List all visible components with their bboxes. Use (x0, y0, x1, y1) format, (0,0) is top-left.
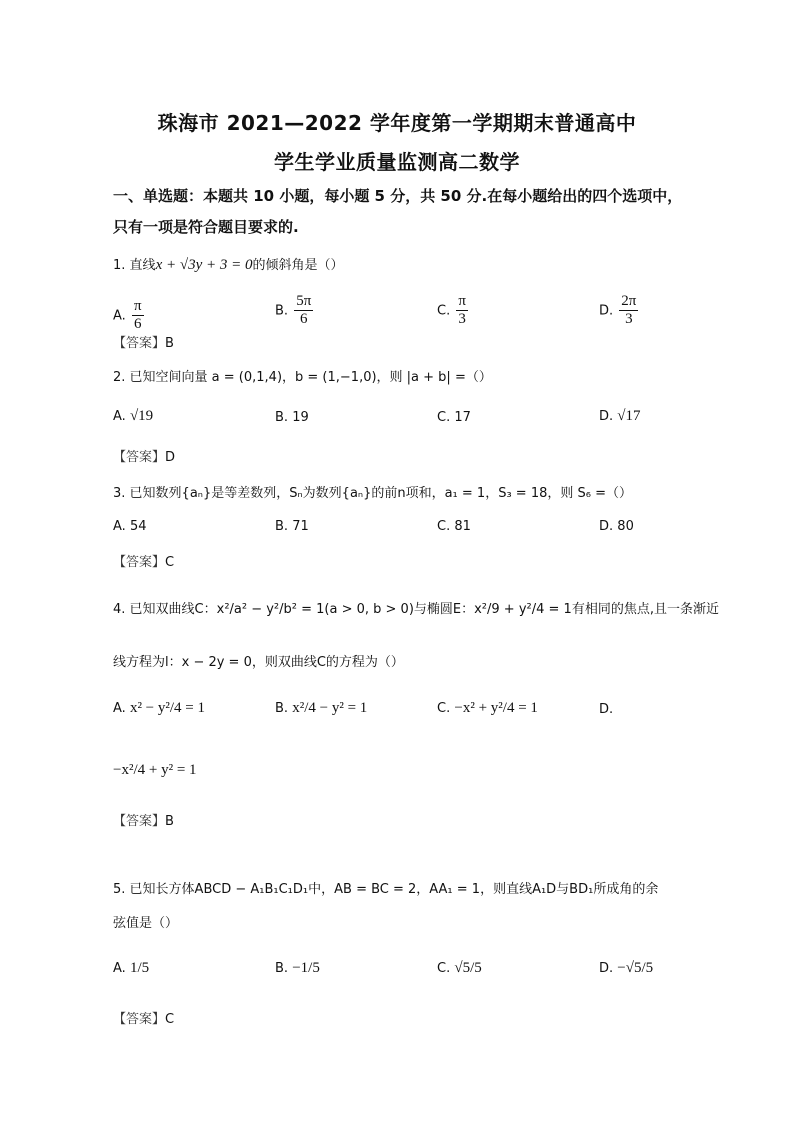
question-stem: 已知双曲线C：x²/a² − y²/b² = 1(a > 0, b > 0)与椭圆E：x²/9 + y²/4 = 1有相同的焦点,且一条渐近 (129, 602, 719, 617)
q3-option-a (113, 519, 146, 534)
option-value: 71 (292, 519, 309, 534)
option-label: C. (437, 410, 451, 425)
question-stem-prefix: 直线 (129, 258, 156, 273)
q1-option-b (275, 293, 315, 329)
q2-option-c (437, 410, 471, 425)
q4-option-c (437, 700, 538, 717)
option-label: C. (437, 701, 451, 716)
question-3-stem (113, 482, 632, 501)
section-heading-line1: 一、单选题：本题共 10 小题，每小题 5 分，共 50 分.在每小题给出的四个选项中， (113, 187, 683, 205)
question-stem: 已知长方体ABCD − A₁B₁C₁D₁中，AB = BC = 2，AA₁ = 1，则直线A₁D与BD₁所成角的余 (129, 882, 659, 897)
question-5-stem-line1 (113, 878, 658, 897)
q1-option-c (437, 293, 470, 329)
answer-value: B (165, 814, 174, 829)
option-value: √19 (129, 408, 154, 424)
q3-option-c (437, 519, 471, 534)
q4-option-d-label: D. (599, 702, 614, 717)
option-label: A. (113, 701, 126, 716)
option-label: C. (437, 961, 451, 976)
answer-tag: 【答案】 (113, 555, 166, 570)
q2-option-d (599, 408, 641, 425)
option-label: B. (275, 410, 289, 425)
option-label: A. (113, 409, 126, 424)
question-expression: x + √3y + 3 = 0 (155, 257, 253, 273)
question-4-stem-line2: 线方程为l：x − 2y = 0，则双曲线C的方程为（） (113, 655, 404, 670)
option-label: A. (113, 961, 126, 976)
q1-option-d (599, 293, 640, 329)
option-value: √17 (617, 408, 641, 424)
section-heading-line2: 只有一项是符合题目要求的. (113, 218, 299, 236)
option-value: −1/5 (292, 960, 320, 976)
question-number: 5. (113, 882, 126, 897)
q2-option-b (275, 410, 309, 425)
option-value: $\frac{2\pi}{3}$ (621, 293, 637, 328)
answer-value: C (165, 555, 175, 570)
option-value: 81 (454, 519, 471, 534)
q1-option-a (113, 298, 146, 334)
question-1-stem (113, 254, 344, 274)
option-value: $\frac{\pi}{6}$ (133, 298, 142, 333)
answer-tag: 【答案】 (113, 450, 166, 465)
question-number: 4. (113, 602, 126, 617)
question-stem-suffix: 的倾斜角是（） (252, 258, 344, 273)
answer-value: B (165, 336, 174, 351)
option-label: D. (599, 519, 614, 534)
question-number: 1. (113, 258, 126, 273)
option-value: 54 (129, 519, 147, 534)
option-value: $\frac{\pi}{3}$ (458, 293, 466, 328)
q4-answer (113, 810, 174, 829)
q4-option-d-value (113, 762, 197, 779)
q5-option-c (437, 960, 482, 977)
option-value: $\frac{5\pi}{6}$ (296, 293, 312, 328)
option-value: 1/5 (129, 960, 150, 976)
q2-option-a (113, 408, 153, 425)
question-number: 3. (113, 486, 126, 501)
option-value: −x²/4 + y² = 1 (113, 762, 197, 778)
option-value: 80 (617, 519, 634, 534)
answer-value: D (165, 450, 176, 465)
q5-option-d (599, 960, 653, 977)
option-label: B. (275, 303, 289, 319)
q2-answer (113, 446, 175, 465)
option-label: D. (599, 303, 614, 319)
q3-option-d (599, 519, 634, 534)
q4-option-a (113, 700, 205, 717)
question-2-stem (113, 366, 492, 385)
q1-answer (113, 332, 174, 351)
question-number: 2. (113, 370, 126, 385)
option-value: 17 (454, 410, 471, 425)
q3-answer (113, 551, 174, 570)
option-label: C. (437, 519, 451, 534)
option-value: x² − y²/4 = 1 (129, 700, 206, 716)
option-value: √5/5 (454, 960, 482, 976)
answer-value: C (165, 1012, 175, 1027)
option-label: D. (599, 961, 614, 976)
answer-tag: 【答案】 (113, 814, 166, 829)
option-value: 19 (292, 410, 309, 425)
question-5-stem-line2: 弦值是（） (113, 916, 179, 931)
q5-answer (113, 1008, 174, 1027)
page-title-line1: 珠海市 2021—2022 学年度第一学期期末普通高中 (157, 111, 637, 135)
question-stem: 已知空间向量 a = (0,1,4)，b = (1,−1,0)，则 |a + b| =（） (129, 370, 492, 385)
option-value: −√5/5 (617, 960, 654, 976)
option-label: B. (275, 519, 289, 534)
page-title-line2: 学生学业质量监测高二数学 (274, 150, 520, 174)
q4-option-b (275, 700, 367, 717)
q5-option-a (113, 960, 149, 977)
option-label: B. (275, 961, 289, 976)
option-value: −x² + y²/4 = 1 (454, 700, 538, 716)
option-label: B. (275, 701, 289, 716)
q3-option-b (275, 519, 309, 534)
option-label: A. (113, 308, 126, 324)
question-stem: 已知数列{aₙ}是等差数列，Sₙ为数列{aₙ}的前n项和，a₁ = 1，S₃ = 18，则 S₆ =（） (129, 486, 632, 501)
option-label: C. (437, 303, 451, 319)
answer-tag: 【答案】 (113, 336, 166, 351)
option-label: A. (113, 519, 126, 534)
option-label: D. (599, 409, 614, 424)
answer-tag: 【答案】 (113, 1012, 166, 1027)
option-value: x²/4 − y² = 1 (292, 700, 368, 716)
q5-option-b (275, 960, 320, 977)
question-4-stem-line1 (113, 598, 719, 617)
